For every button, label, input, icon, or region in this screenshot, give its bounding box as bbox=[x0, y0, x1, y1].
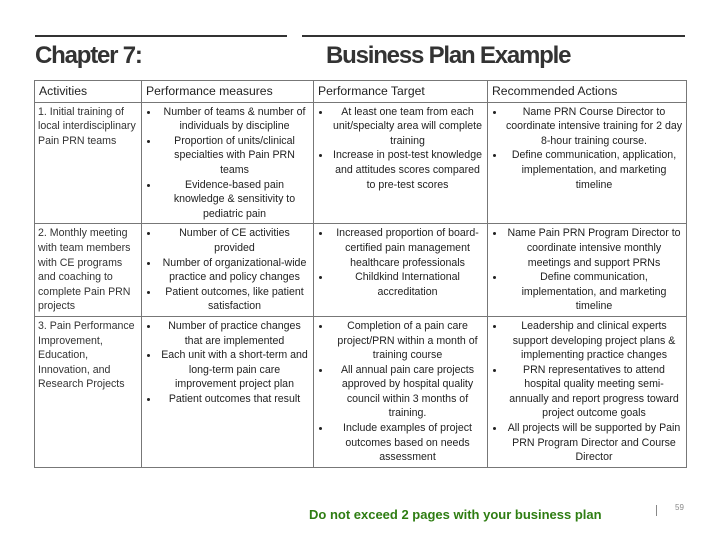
action-item: • Define communication, application, implementation, and marketing timeline bbox=[505, 148, 683, 192]
measure-item: • Patient outcomes that result bbox=[159, 392, 310, 407]
target-item: • Include examples of project outcomes based on needs assessment bbox=[331, 421, 484, 465]
action-item: • Leadership and clinical experts support developing project plans & implementing practice changes bbox=[505, 319, 683, 363]
targets-cell bbox=[314, 316, 488, 467]
activity-cell: 2. Monthly meeting with team members with CE programs and coaching to complete Pain PRN projects bbox=[35, 224, 142, 317]
measure-item: • Number of teams & number of individuals by discipline bbox=[159, 105, 310, 134]
header-recommended-actions: Recommended Actions bbox=[488, 81, 687, 103]
action-item: • PRN representatives to attend hospital quality meeting semi-annually and report progress toward project outcome goals bbox=[505, 363, 683, 421]
target-item: • Increase in post-test knowledge and attitudes scores compared to pre-test scores bbox=[331, 148, 484, 192]
action-item: • Name PRN Course Director to coordinate intensive training for 2 day 8-hour training course. bbox=[505, 105, 683, 149]
measures-cell bbox=[142, 316, 314, 467]
activity-cell: 1. Initial training of local interdisciplinary Pain PRN teams bbox=[35, 102, 142, 224]
header-performance-measures: Performance measures bbox=[142, 81, 314, 103]
page-number: 59 bbox=[675, 503, 684, 512]
title-rule-left bbox=[35, 35, 287, 37]
measure-item: • Proportion of units/clinical specialties with Pain PRN teams bbox=[159, 134, 310, 178]
measures-cell bbox=[142, 102, 314, 224]
page-title: Business Plan Example bbox=[326, 42, 571, 69]
table-row bbox=[35, 224, 687, 317]
business-plan-table bbox=[34, 80, 687, 468]
measure-item: • Evidence-based pain knowledge & sensitivity to pediatric pain bbox=[159, 178, 310, 222]
action-item: • Name Pain PRN Program Director to coordinate intensive monthly meetings and support PRNs bbox=[505, 226, 683, 270]
target-item: • Increased proportion of board-certified pain management healthcare professionals bbox=[331, 226, 484, 270]
measure-item: • Number of practice changes that are implemented bbox=[159, 319, 310, 348]
table-row bbox=[35, 102, 687, 224]
measure-item: • Each unit with a short-term and long-term pain care improvement project plan bbox=[159, 348, 310, 392]
page-number-divider bbox=[656, 505, 657, 516]
target-item: • All annual pain care projects approved by hospital quality council within 3 months of training. bbox=[331, 363, 484, 421]
actions-cell bbox=[488, 224, 687, 317]
targets-cell bbox=[314, 224, 488, 317]
table-header-row bbox=[35, 81, 687, 103]
target-item: • At least one team from each unit/specialty area will complete training bbox=[331, 105, 484, 149]
measure-item: • Number of organizational-wide practice and policy changes bbox=[159, 256, 310, 285]
actions-cell bbox=[488, 102, 687, 224]
header-activities: Activities bbox=[35, 81, 142, 103]
measure-item: • Number of CE activities provided bbox=[159, 226, 310, 255]
table-row bbox=[35, 316, 687, 467]
footer-note: Do not exceed 2 pages with your business plan bbox=[309, 507, 602, 522]
title-rule-right bbox=[302, 35, 685, 37]
chapter-title: Chapter 7: bbox=[35, 42, 142, 69]
target-item: • Completion of a pain care project/PRN within a month of training course bbox=[331, 319, 484, 363]
action-item: • Define communication, implementation, and marketing timeline bbox=[505, 270, 683, 314]
activity-cell: 3. Pain Performance Improvement, Education, Innovation, and Research Projects bbox=[35, 316, 142, 467]
targets-cell bbox=[314, 102, 488, 224]
action-item: • All projects will be supported by Pain PRN Program Director and Course Director bbox=[505, 421, 683, 465]
measure-item: • Patient outcomes, like patient satisfaction bbox=[159, 285, 310, 314]
actions-cell bbox=[488, 316, 687, 467]
target-item: • Childkind International accreditation bbox=[331, 270, 484, 299]
header-performance-target: Performance Target bbox=[314, 81, 488, 103]
measures-cell bbox=[142, 224, 314, 317]
